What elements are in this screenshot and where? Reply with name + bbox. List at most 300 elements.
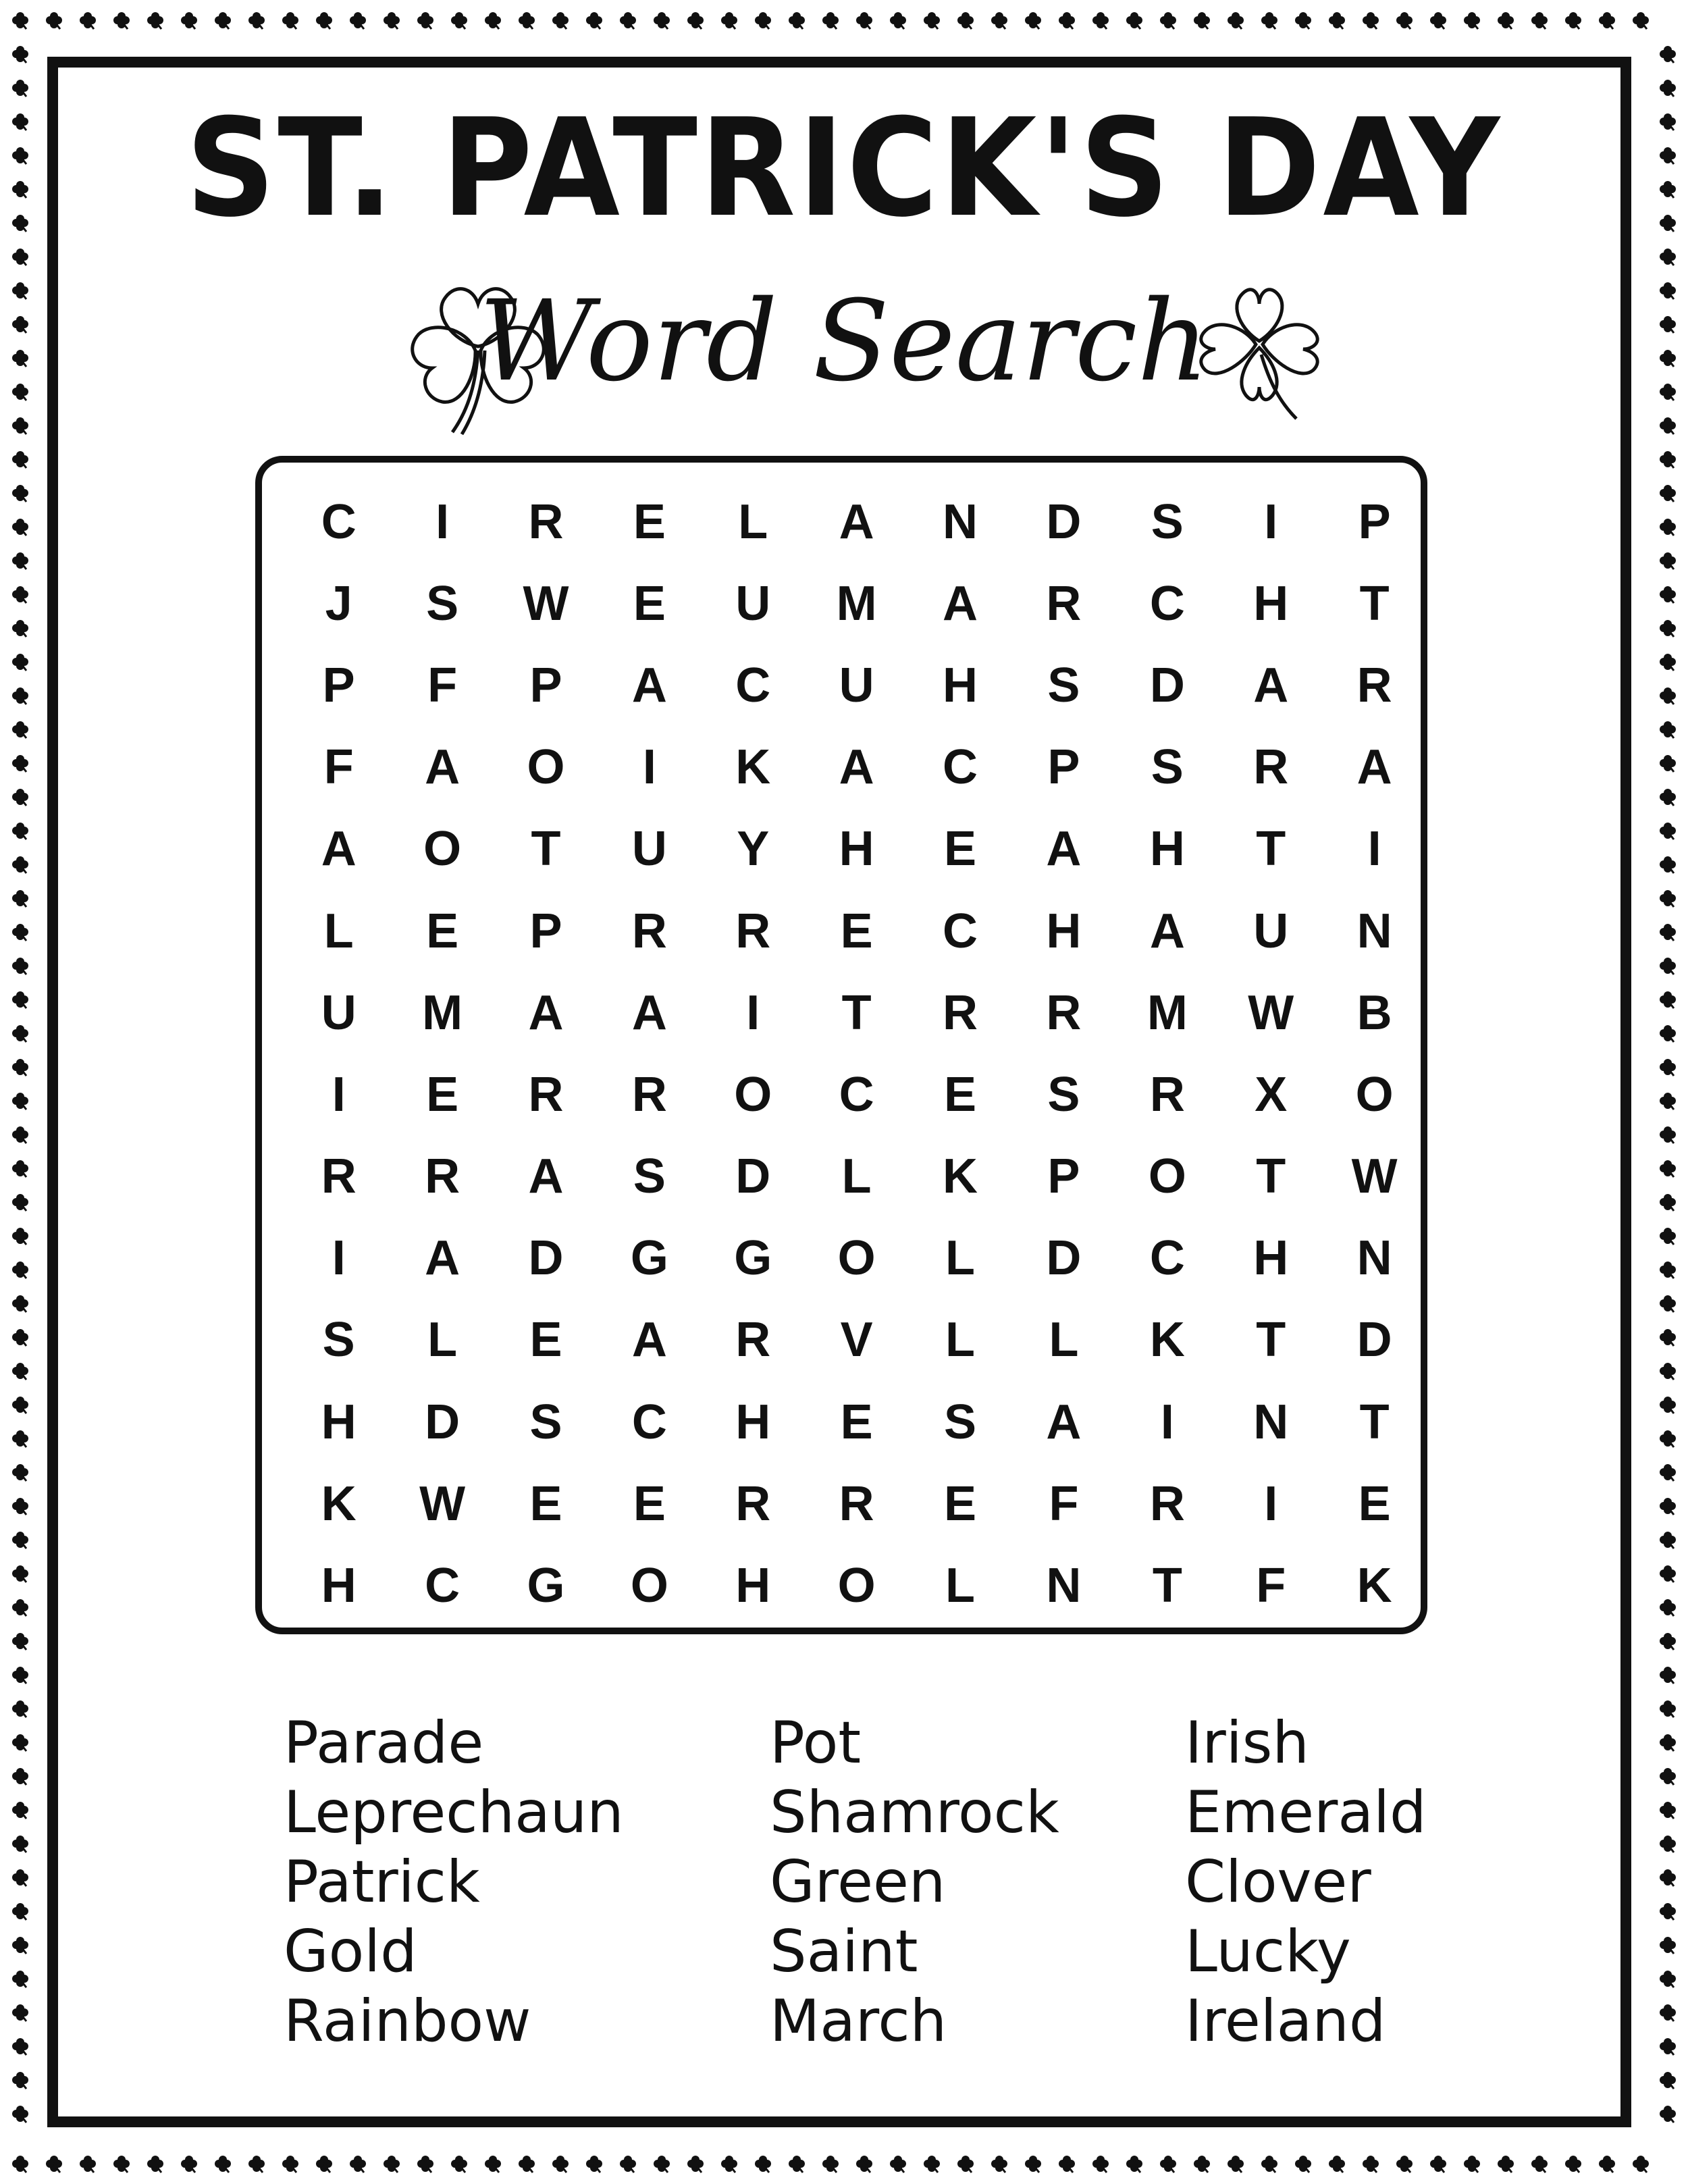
word-list-column-3 bbox=[1185, 1709, 1427, 2056]
grid-letter[interactable]: E bbox=[529, 1313, 562, 1368]
grid-letter[interactable]: S bbox=[529, 1395, 562, 1449]
four-leaf-clover-icon bbox=[1660, 2004, 1676, 2021]
four-leaf-clover-icon bbox=[1660, 485, 1676, 502]
grid-letter[interactable]: R bbox=[943, 985, 978, 1040]
four-leaf-clover-icon bbox=[12, 1836, 28, 1852]
grid-letter[interactable]: A bbox=[631, 658, 667, 712]
four-leaf-clover-icon bbox=[822, 12, 839, 29]
four-leaf-clover-icon bbox=[1396, 12, 1413, 29]
grid-letter[interactable]: A bbox=[1046, 822, 1082, 877]
word-list-item: Parade bbox=[284, 1709, 484, 1777]
grid-letter[interactable]: N bbox=[943, 494, 978, 549]
grid-letter[interactable]: R bbox=[1149, 1476, 1185, 1531]
grid-letter[interactable]: R bbox=[631, 1067, 667, 1122]
grid-letter[interactable]: S bbox=[322, 1313, 355, 1368]
grid-letter[interactable]: R bbox=[735, 904, 771, 958]
four-leaf-clover-icon bbox=[12, 80, 28, 97]
four-leaf-clover-icon bbox=[890, 2156, 906, 2173]
four-leaf-clover-icon bbox=[1660, 80, 1676, 97]
grid-letter[interactable]: D bbox=[425, 1395, 460, 1449]
four-leaf-clover-icon bbox=[1660, 1700, 1676, 1717]
four-leaf-clover-icon bbox=[113, 2156, 130, 2173]
grid-letter[interactable]: H bbox=[943, 658, 978, 712]
four-leaf-clover-icon bbox=[248, 12, 265, 29]
grid-letter[interactable]: E bbox=[633, 576, 666, 631]
four-leaf-clover-icon bbox=[1126, 2156, 1142, 2173]
grid-letter[interactable]: T bbox=[841, 985, 872, 1040]
four-leaf-clover-icon bbox=[519, 12, 535, 29]
grid-letter[interactable]: R bbox=[1253, 740, 1289, 795]
grid-letter[interactable]: C bbox=[425, 1559, 460, 1613]
four-leaf-clover-icon bbox=[46, 2156, 62, 2173]
grid-letter[interactable]: R bbox=[1046, 985, 1082, 1040]
grid-letter[interactable]: N bbox=[1356, 1231, 1392, 1286]
four-leaf-clover-icon bbox=[12, 1532, 28, 1549]
four-leaf-clover-icon bbox=[1660, 46, 1676, 63]
four-leaf-clover-icon bbox=[1660, 1295, 1676, 1312]
four-leaf-clover-icon bbox=[1059, 12, 1075, 29]
four-leaf-clover-icon bbox=[1599, 12, 1615, 29]
four-leaf-clover-icon bbox=[1660, 1228, 1676, 1245]
word-list-item: Ireland bbox=[1185, 1987, 1386, 2055]
four-leaf-clover-icon bbox=[12, 1025, 28, 1042]
four-leaf-clover-icon bbox=[1660, 2106, 1676, 2123]
four-leaf-clover-icon bbox=[12, 113, 28, 130]
grid-letter[interactable]: H bbox=[1253, 1231, 1289, 1286]
grid-letter[interactable]: S bbox=[944, 1395, 977, 1449]
four-leaf-clover-icon bbox=[282, 2156, 298, 2173]
four-leaf-clover-icon bbox=[1531, 2156, 1548, 2173]
subtitle-row bbox=[0, 267, 1688, 442]
four-leaf-clover-icon bbox=[282, 12, 298, 29]
four-leaf-clover-icon bbox=[12, 1903, 28, 1920]
four-leaf-clover-icon bbox=[1565, 2156, 1581, 2173]
four-leaf-clover-icon bbox=[552, 12, 569, 29]
four-leaf-clover-icon bbox=[789, 12, 805, 29]
grid-letter[interactable]: A bbox=[1253, 658, 1289, 712]
grid-letter[interactable]: D bbox=[1046, 1231, 1082, 1286]
four-leaf-clover-icon bbox=[12, 755, 28, 772]
grid-letter[interactable]: T bbox=[1359, 576, 1390, 631]
four-leaf-clover-icon bbox=[1660, 1971, 1676, 1987]
four-leaf-clover-icon bbox=[12, 1565, 28, 1582]
grid-letter[interactable]: I bbox=[1264, 494, 1278, 549]
grid-letter[interactable]: I bbox=[1367, 822, 1381, 877]
grid-letter[interactable]: S bbox=[1151, 740, 1184, 795]
grid-letter[interactable]: E bbox=[529, 1476, 562, 1531]
grid-letter[interactable]: D bbox=[528, 1231, 564, 1286]
four-leaf-clover-icon bbox=[721, 2156, 737, 2173]
grid-letter[interactable]: E bbox=[426, 1067, 459, 1122]
grid-letter[interactable]: Y bbox=[737, 822, 770, 877]
four-leaf-clover-outline-icon bbox=[1188, 274, 1330, 429]
four-leaf-clover-icon bbox=[1660, 721, 1676, 738]
word-list-item: Green bbox=[770, 1848, 946, 1916]
grid-letter[interactable]: A bbox=[943, 576, 978, 631]
four-leaf-clover-icon bbox=[12, 1937, 28, 1954]
four-leaf-clover-icon bbox=[12, 991, 28, 1008]
grid-letter[interactable]: I bbox=[332, 1231, 346, 1286]
grid-letter[interactable]: E bbox=[1358, 1476, 1391, 1531]
grid-letter[interactable]: R bbox=[1046, 576, 1082, 631]
four-leaf-clover-icon bbox=[350, 12, 366, 29]
grid-letter[interactable]: K bbox=[321, 1476, 357, 1531]
grid-letter[interactable]: H bbox=[321, 1559, 357, 1613]
grid-letter[interactable]: R bbox=[1356, 658, 1392, 712]
four-leaf-clover-icon bbox=[1660, 823, 1676, 839]
grid-letter[interactable]: O bbox=[837, 1231, 876, 1286]
four-leaf-clover-icon bbox=[1633, 2156, 1649, 2173]
four-leaf-clover-icon bbox=[12, 1464, 28, 1481]
word-list-item: Rainbow bbox=[284, 1987, 531, 2055]
four-leaf-clover-icon bbox=[12, 1430, 28, 1447]
grid-letter[interactable]: R bbox=[839, 1476, 874, 1531]
grid-letter[interactable]: S bbox=[1047, 1067, 1080, 1122]
four-leaf-clover-icon bbox=[12, 823, 28, 839]
grid-letter[interactable]: T bbox=[1256, 1149, 1286, 1204]
four-leaf-clover-icon bbox=[12, 1295, 28, 1312]
grid-letter[interactable]: C bbox=[839, 1067, 874, 1122]
grid-letter[interactable]: E bbox=[633, 494, 666, 549]
grid-letter[interactable]: R bbox=[631, 904, 667, 958]
grid-letter[interactable]: A bbox=[1046, 1395, 1082, 1449]
grid-letter[interactable]: I bbox=[746, 985, 760, 1040]
word-search-grid bbox=[287, 481, 1426, 1627]
four-leaf-clover-icon bbox=[1261, 12, 1277, 29]
grid-letter[interactable]: M bbox=[836, 576, 877, 631]
grid-letter[interactable]: G bbox=[630, 1231, 668, 1286]
grid-letter[interactable]: H bbox=[1149, 822, 1185, 877]
grid-letter[interactable]: O bbox=[630, 1559, 668, 1613]
grid-letter[interactable]: O bbox=[837, 1559, 876, 1613]
four-leaf-clover-icon bbox=[1660, 890, 1676, 907]
four-leaf-clover-icon bbox=[12, 856, 28, 873]
grid-letter[interactable]: O bbox=[423, 822, 462, 877]
four-leaf-clover-icon bbox=[451, 2156, 467, 2173]
grid-letter[interactable]: W bbox=[523, 576, 569, 631]
grid-letter[interactable]: C bbox=[1149, 1231, 1185, 1286]
four-leaf-clover-icon bbox=[12, 215, 28, 232]
grid-letter[interactable]: A bbox=[1356, 740, 1392, 795]
grid-letter[interactable]: R bbox=[528, 494, 564, 549]
four-leaf-clover-icon bbox=[12, 1633, 28, 1650]
grid-letter[interactable]: I bbox=[332, 1067, 346, 1122]
four-leaf-clover-icon bbox=[1194, 2156, 1210, 2173]
grid-letter[interactable]: L bbox=[945, 1231, 976, 1286]
four-leaf-clover-icon bbox=[1660, 1903, 1676, 1920]
word-list-item: Gold bbox=[284, 1918, 417, 1985]
grid-letter[interactable]: W bbox=[1351, 1149, 1398, 1204]
grid-letter[interactable]: K bbox=[943, 1149, 978, 1204]
grid-letter[interactable]: H bbox=[839, 822, 874, 877]
grid-letter[interactable]: R bbox=[528, 1067, 564, 1122]
grid-letter[interactable]: E bbox=[426, 904, 459, 958]
four-leaf-clover-icon bbox=[215, 2156, 231, 2173]
grid-letter[interactable]: C bbox=[943, 904, 978, 958]
four-leaf-clover-icon bbox=[1160, 12, 1176, 29]
four-leaf-clover-icon bbox=[12, 46, 28, 63]
page-subtitle: Word Search bbox=[479, 276, 1209, 406]
grid-letter[interactable]: N bbox=[1046, 1559, 1082, 1613]
four-leaf-clover-icon bbox=[384, 2156, 400, 2173]
grid-letter[interactable]: W bbox=[419, 1476, 466, 1531]
grid-letter[interactable]: F bbox=[1049, 1476, 1079, 1531]
four-leaf-clover-icon bbox=[1660, 1734, 1676, 1751]
four-leaf-clover-icon bbox=[12, 1802, 28, 1819]
grid-letter[interactable]: U bbox=[735, 576, 771, 631]
grid-letter[interactable]: A bbox=[631, 1313, 667, 1368]
four-leaf-clover-icon bbox=[215, 12, 231, 29]
grid-letter[interactable]: O bbox=[1355, 1067, 1394, 1122]
grid-letter[interactable]: G bbox=[734, 1231, 772, 1286]
grid-letter[interactable]: A bbox=[321, 822, 357, 877]
grid-letter[interactable]: A bbox=[839, 740, 874, 795]
four-leaf-clover-icon bbox=[1660, 1565, 1676, 1582]
four-leaf-clover-icon bbox=[1660, 147, 1676, 164]
grid-letter[interactable]: E bbox=[840, 904, 873, 958]
four-leaf-clover-icon bbox=[451, 12, 467, 29]
four-leaf-clover-icon bbox=[687, 12, 704, 29]
four-leaf-clover-icon bbox=[12, 2072, 28, 2089]
grid-letter[interactable]: L bbox=[427, 1313, 458, 1368]
grid-letter[interactable]: P bbox=[1358, 494, 1391, 549]
four-leaf-clover-icon bbox=[12, 1059, 28, 1076]
grid-letter[interactable]: S bbox=[426, 576, 459, 631]
grid-letter[interactable]: E bbox=[944, 1476, 977, 1531]
grid-letter[interactable]: V bbox=[840, 1313, 873, 1368]
four-leaf-clover-icon bbox=[12, 1498, 28, 1515]
four-leaf-clover-icon bbox=[1660, 1430, 1676, 1447]
grid-letter[interactable]: H bbox=[1253, 576, 1289, 631]
grid-letter[interactable]: C bbox=[321, 494, 357, 549]
grid-letter[interactable]: I bbox=[642, 740, 656, 795]
four-leaf-clover-icon bbox=[991, 12, 1007, 29]
four-leaf-clover-icon bbox=[1633, 12, 1649, 29]
four-leaf-clover-icon bbox=[1660, 1093, 1676, 1110]
word-list-item: Saint bbox=[770, 1918, 918, 1985]
four-leaf-clover-icon bbox=[654, 2156, 670, 2173]
grid-letter[interactable]: L bbox=[323, 904, 354, 958]
grid-letter[interactable]: A bbox=[528, 1149, 564, 1204]
grid-letter[interactable]: A bbox=[1149, 904, 1185, 958]
four-leaf-clover-icon bbox=[12, 1194, 28, 1211]
four-leaf-clover-icon bbox=[1025, 2156, 1041, 2173]
four-leaf-clover-icon bbox=[1660, 249, 1676, 265]
four-leaf-clover-icon bbox=[12, 1262, 28, 1278]
four-leaf-clover-icon bbox=[1126, 12, 1142, 29]
four-leaf-clover-icon bbox=[721, 12, 737, 29]
grid-letter[interactable]: D bbox=[1149, 658, 1185, 712]
four-leaf-clover-icon bbox=[1660, 1802, 1676, 1819]
four-leaf-clover-icon bbox=[12, 586, 28, 603]
grid-letter[interactable]: P bbox=[529, 904, 562, 958]
grid-letter[interactable]: N bbox=[1253, 1395, 1289, 1449]
four-leaf-clover-icon bbox=[12, 1700, 28, 1717]
grid-letter[interactable]: A bbox=[425, 1231, 460, 1286]
four-leaf-clover-icon bbox=[113, 12, 130, 29]
four-leaf-clover-icon bbox=[417, 12, 433, 29]
four-leaf-clover-icon bbox=[46, 12, 62, 29]
four-leaf-clover-icon bbox=[1025, 12, 1041, 29]
grid-letter[interactable]: M bbox=[1146, 985, 1188, 1040]
four-leaf-clover-icon bbox=[12, 890, 28, 907]
grid-letter[interactable]: H bbox=[735, 1559, 771, 1613]
four-leaf-clover-icon bbox=[856, 2156, 872, 2173]
grid-letter[interactable]: L bbox=[945, 1559, 976, 1613]
grid-letter[interactable]: U bbox=[631, 822, 667, 877]
grid-letter[interactable]: R bbox=[1149, 1067, 1185, 1122]
four-leaf-clover-icon bbox=[12, 924, 28, 941]
four-leaf-clover-icon bbox=[12, 1397, 28, 1413]
grid-letter[interactable]: G bbox=[527, 1559, 565, 1613]
four-leaf-clover-icon bbox=[1329, 12, 1345, 29]
four-leaf-clover-icon bbox=[1660, 1025, 1676, 1042]
four-leaf-clover-icon bbox=[1660, 215, 1676, 232]
grid-letter[interactable]: H bbox=[321, 1395, 357, 1449]
grid-letter[interactable]: K bbox=[735, 740, 771, 795]
grid-letter[interactable]: A bbox=[631, 985, 667, 1040]
grid-letter[interactable]: A bbox=[528, 985, 564, 1040]
four-leaf-clover-icon bbox=[890, 12, 906, 29]
grid-letter[interactable]: T bbox=[1256, 822, 1286, 877]
word-list-item: Lucky bbox=[1185, 1918, 1351, 1985]
grid-letter[interactable]: N bbox=[1356, 904, 1392, 958]
four-leaf-clover-icon bbox=[12, 1869, 28, 1886]
grid-letter[interactable]: I bbox=[1160, 1395, 1174, 1449]
grid-letter[interactable]: T bbox=[1359, 1395, 1390, 1449]
four-leaf-clover-icon bbox=[12, 1363, 28, 1380]
four-leaf-clover-icon bbox=[1660, 1059, 1676, 1076]
four-leaf-clover-icon bbox=[957, 2156, 974, 2173]
four-leaf-clover-icon bbox=[1660, 1937, 1676, 1954]
grid-letter[interactable]: S bbox=[1151, 494, 1184, 549]
grid-letter[interactable]: F bbox=[427, 658, 458, 712]
grid-letter[interactable]: C bbox=[735, 658, 771, 712]
grid-letter[interactable]: T bbox=[1152, 1559, 1182, 1613]
grid-letter[interactable]: P bbox=[322, 658, 355, 712]
grid-letter[interactable]: R bbox=[425, 1149, 460, 1204]
four-leaf-clover-icon bbox=[1498, 2156, 1514, 2173]
four-leaf-clover-icon bbox=[1464, 2156, 1480, 2173]
grid-letter[interactable]: O bbox=[1148, 1149, 1186, 1204]
grid-letter[interactable]: P bbox=[1047, 740, 1080, 795]
grid-letter[interactable]: R bbox=[321, 1149, 357, 1204]
grid-letter[interactable]: L bbox=[1049, 1313, 1079, 1368]
four-leaf-clover-icon bbox=[1430, 12, 1446, 29]
grid-letter[interactable]: L bbox=[945, 1313, 976, 1368]
four-leaf-clover-icon bbox=[1660, 1194, 1676, 1211]
four-leaf-clover-icon bbox=[12, 654, 28, 671]
grid-letter[interactable]: H bbox=[1046, 904, 1082, 958]
four-leaf-clover-icon bbox=[1329, 2156, 1345, 2173]
four-leaf-clover-icon bbox=[1660, 1464, 1676, 1481]
four-leaf-clover-icon bbox=[1261, 2156, 1277, 2173]
grid-letter[interactable]: W bbox=[1248, 985, 1294, 1040]
four-leaf-clover-icon bbox=[12, 2038, 28, 2055]
grid-letter[interactable]: E bbox=[944, 822, 977, 877]
grid-letter[interactable]: D bbox=[1356, 1313, 1392, 1368]
four-leaf-clover-icon bbox=[586, 12, 602, 29]
four-leaf-clover-icon bbox=[12, 1599, 28, 1616]
grid-letter[interactable]: F bbox=[1256, 1559, 1286, 1613]
four-leaf-clover-icon bbox=[687, 2156, 704, 2173]
grid-letter[interactable]: C bbox=[943, 740, 978, 795]
grid-letter[interactable]: B bbox=[1356, 985, 1392, 1040]
four-leaf-clover-icon bbox=[80, 12, 96, 29]
four-leaf-clover-icon bbox=[552, 2156, 569, 2173]
grid-letter[interactable]: E bbox=[633, 1476, 666, 1531]
grid-letter[interactable]: A bbox=[425, 740, 460, 795]
four-leaf-clover-icon bbox=[1660, 1768, 1676, 1785]
four-leaf-clover-icon bbox=[822, 2156, 839, 2173]
grid-letter[interactable]: S bbox=[1047, 658, 1080, 712]
grid-letter[interactable]: K bbox=[1356, 1559, 1392, 1613]
grid-letter[interactable]: L bbox=[738, 494, 768, 549]
four-leaf-clover-icon bbox=[1660, 519, 1676, 536]
grid-letter[interactable]: A bbox=[839, 494, 874, 549]
grid-letter[interactable]: T bbox=[1256, 1313, 1286, 1368]
grid-letter[interactable]: O bbox=[527, 740, 565, 795]
grid-letter[interactable]: P bbox=[1047, 1149, 1080, 1204]
four-leaf-clover-icon bbox=[12, 1228, 28, 1245]
four-leaf-clover-icon bbox=[12, 721, 28, 738]
grid-letter[interactable]: M bbox=[422, 985, 463, 1040]
grid-letter[interactable]: O bbox=[734, 1067, 772, 1122]
grid-letter[interactable]: I bbox=[1264, 1476, 1278, 1531]
four-leaf-clover-icon bbox=[1059, 2156, 1075, 2173]
grid-letter[interactable]: H bbox=[735, 1395, 771, 1449]
grid-letter[interactable]: D bbox=[735, 1149, 771, 1204]
four-leaf-clover-icon bbox=[1660, 1262, 1676, 1278]
four-leaf-clover-icon bbox=[1660, 620, 1676, 637]
four-leaf-clover-icon bbox=[316, 12, 332, 29]
grid-letter[interactable]: P bbox=[529, 658, 562, 712]
four-leaf-clover-icon bbox=[12, 1971, 28, 1987]
grid-letter[interactable]: X bbox=[1255, 1067, 1288, 1122]
grid-letter[interactable]: F bbox=[323, 740, 354, 795]
grid-letter[interactable]: K bbox=[1149, 1313, 1185, 1368]
grid-letter[interactable]: D bbox=[1046, 494, 1082, 549]
grid-letter[interactable]: R bbox=[735, 1476, 771, 1531]
grid-letter[interactable]: U bbox=[839, 658, 874, 712]
four-leaf-clover-icon bbox=[755, 2156, 771, 2173]
four-leaf-clover-icon bbox=[12, 147, 28, 164]
grid-letter[interactable]: U bbox=[321, 985, 357, 1040]
four-leaf-clover-icon bbox=[1660, 1363, 1676, 1380]
grid-letter[interactable]: J bbox=[325, 576, 352, 631]
grid-letter[interactable]: T bbox=[531, 822, 561, 877]
grid-letter[interactable]: I bbox=[436, 494, 450, 549]
grid-letter[interactable]: E bbox=[944, 1067, 977, 1122]
four-leaf-clover-icon bbox=[1660, 1836, 1676, 1852]
four-leaf-clover-icon bbox=[1660, 1532, 1676, 1549]
grid-letter[interactable]: U bbox=[1253, 904, 1289, 958]
word-list-item: Clover bbox=[1185, 1848, 1371, 1916]
grid-letter[interactable]: S bbox=[633, 1149, 666, 1204]
grid-letter[interactable]: R bbox=[735, 1313, 771, 1368]
four-leaf-clover-icon bbox=[12, 2156, 28, 2173]
grid-letter[interactable]: L bbox=[841, 1149, 872, 1204]
grid-letter[interactable]: C bbox=[1149, 576, 1185, 631]
word-list-column-1 bbox=[284, 1709, 624, 2056]
four-leaf-clover-icon bbox=[1660, 1599, 1676, 1616]
four-leaf-clover-icon bbox=[1660, 1869, 1676, 1886]
four-leaf-clover-icon bbox=[12, 2106, 28, 2123]
four-leaf-clover-icon bbox=[755, 12, 771, 29]
four-leaf-clover-icon bbox=[316, 2156, 332, 2173]
grid-letter[interactable]: E bbox=[840, 1395, 873, 1449]
grid-letter[interactable]: C bbox=[631, 1395, 667, 1449]
